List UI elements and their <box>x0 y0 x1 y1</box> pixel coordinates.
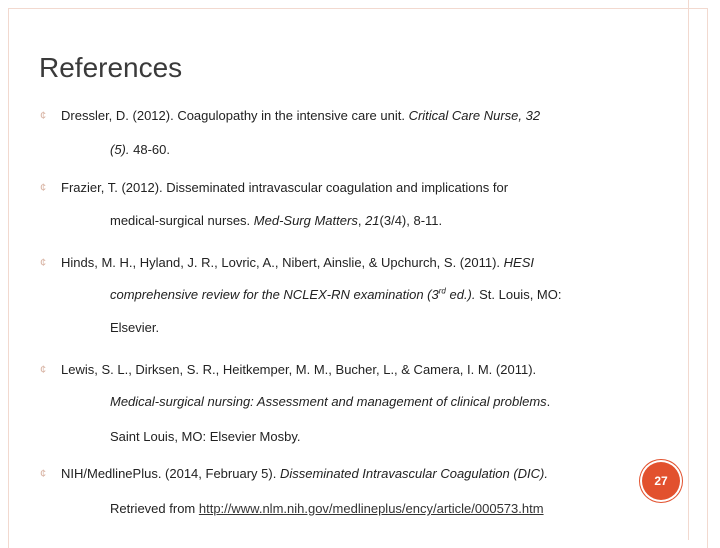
bullet-icon: ¢ <box>40 110 47 122</box>
reference-2-line-1: Frazier, T. (2012). Disseminated intravascular coagulation and implications for <box>61 180 509 195</box>
reference-3-line-2: comprehensive review for the NCLEX-RN examination (3rd ed.). St. Louis, MO: <box>110 286 562 302</box>
reference-1-line-1: Dressler, D. (2012). Coagulopathy in the intensive care unit. Critical Care Nurse, 32 <box>61 108 541 123</box>
bullet-icon: ¢ <box>40 468 47 480</box>
reference-5-line-1: NIH/MedlinePlus. (2014, February 5). Disseminated Intravascular Coagulation (DIC). <box>61 466 548 481</box>
reference-4-line-2: Medical-surgical nursing: Assessment and management of clinical problems. <box>110 394 551 409</box>
reference-2-line-2: medical-surgical nurses. Med-Surg Matters, 21(3/4), 8-11. <box>110 213 443 228</box>
bullet-icon: ¢ <box>40 182 47 194</box>
reference-4-line-3: Saint Louis, MO: Elsevier Mosby. <box>110 429 301 444</box>
bullet-icon: ¢ <box>40 257 47 269</box>
reference-3-line-3: Elsevier. <box>110 320 160 335</box>
reference-5-line-2: Retrieved from http://www.nlm.nih.gov/medlineplus/ency/article/000573.htm <box>110 501 544 516</box>
bullet-icon: ¢ <box>40 364 47 376</box>
page-title: References <box>39 52 183 83</box>
medlineplus-link[interactable]: http://www.nlm.nih.gov/medlineplus/ency/article/000573.htm <box>198 501 544 516</box>
page-number-badge: 27 <box>642 462 680 500</box>
reference-4-line-1: Lewis, S. L., Dirksen, S. R., Heitkemper, M. M., Bucher, L., & Camera, I. M. (2011). <box>61 362 537 377</box>
reference-1-line-2: (5). 48-60. <box>110 142 170 157</box>
reference-3-line-1: Hinds, M. H., Hyland, J. R., Lovric, A., Nibert, Ainslie, & Upchurch, S. (2011). HESI <box>61 255 534 270</box>
